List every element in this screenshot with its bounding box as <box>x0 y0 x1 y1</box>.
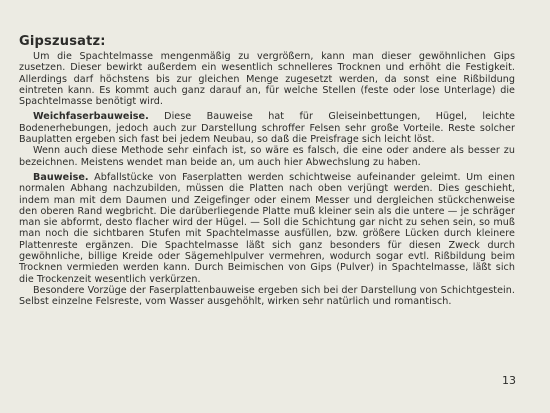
paragraph-bauweise <box>19 172 515 285</box>
lead-weichfaserbauweise: Weichfaserbauweise. <box>33 111 149 123</box>
text-weichfaserbauweise: Diese Bauweise hat für Gleiseinbettungen, Hügel, leichte Bodenerhebungen, jedoch auch zur Darstellung schroffer Felsen sehr große Vorteile. Reste solcher Bauplatten ergeben sich fast bei jedem Neubau, so daß die Preisfrage sich leicht löst. <box>19 111 515 146</box>
paragraph-methode: Wenn auch diese Methode sehr einfach ist, so wäre es falsch, die eine oder andere als besser zu bezeichnen. Meistens wendet man beide an, um auch hier Abwechslung zu haben. <box>19 145 515 168</box>
page-number: 13 <box>502 374 516 387</box>
paragraph-vorzuege: Besondere Vorzüge der Faserplattenbauweise ergeben sich bei der Darstellung von Schichtgestein. Selbst einzelne Felsreste, vom Wasser ausgehöhlt, wirken sehr natürlich und romantisch. <box>19 284 515 308</box>
text-bauweise: Abfallstücke von Faserplatten werden schichtweise aufeinander geleimt. Um einen normalen Abhang nachzubilden, müssen die Platten nach oben verjüngt werden. Dies geschieht, indem man mit dem Daumen und Zeigefinger oder einem Messer und dergleichen stückchenweise den oberen Rand wegbricht. Die darüberliegende Platte muß kleiner sein als die untere — je schräger man sie abformt, desto flacher wird der Hügel. — Soll die Schichtung gar nicht zu sehen sein, so muß man noch die sichtbaren Stufen mit Spachtelmasse ausfüllen, bzw. größere Lücken durch kleinere Plattenreste ergänzen. Die Spachtelmasse läßt sich ganz besonders für diesen Zweck durch gewöhnliche, billige Kreide oder Sägemehlpulver vermehren, wodurch sogar evtl. Rißbildung beim Trocknen vermieden werden kann. Durch Beimischen von Gips (Pulver) in Spachtelmasse, läßt sich die Trockenzeit wesentlich verkürzen. <box>19 171 515 285</box>
lead-bauweise: Bauweise. <box>33 171 89 183</box>
page-content <box>19 34 515 308</box>
section-heading: Gipszusatz: <box>19 34 106 49</box>
paragraph-weichfaserbauweise <box>19 111 515 145</box>
paragraph-gipszusatz: Um die Spachtelmasse mengenmäßig zu vergrößern, kann man dieser gewöhnlichen Gips zusetzen. Dieser bewirkt außerdem ein wesentlich schnelleres Trocknen und erhöht die Festigkeit. Allerdings darf höchstens bis zur gleichen Menge zugesetzt werden, da sonst eine Rißbildung eintreten kann. Es kommt auch ganz darauf an, für welche Stellen (feste oder lose Unterlage) die Spachtelmasse benötigt wird. <box>19 51 515 108</box>
